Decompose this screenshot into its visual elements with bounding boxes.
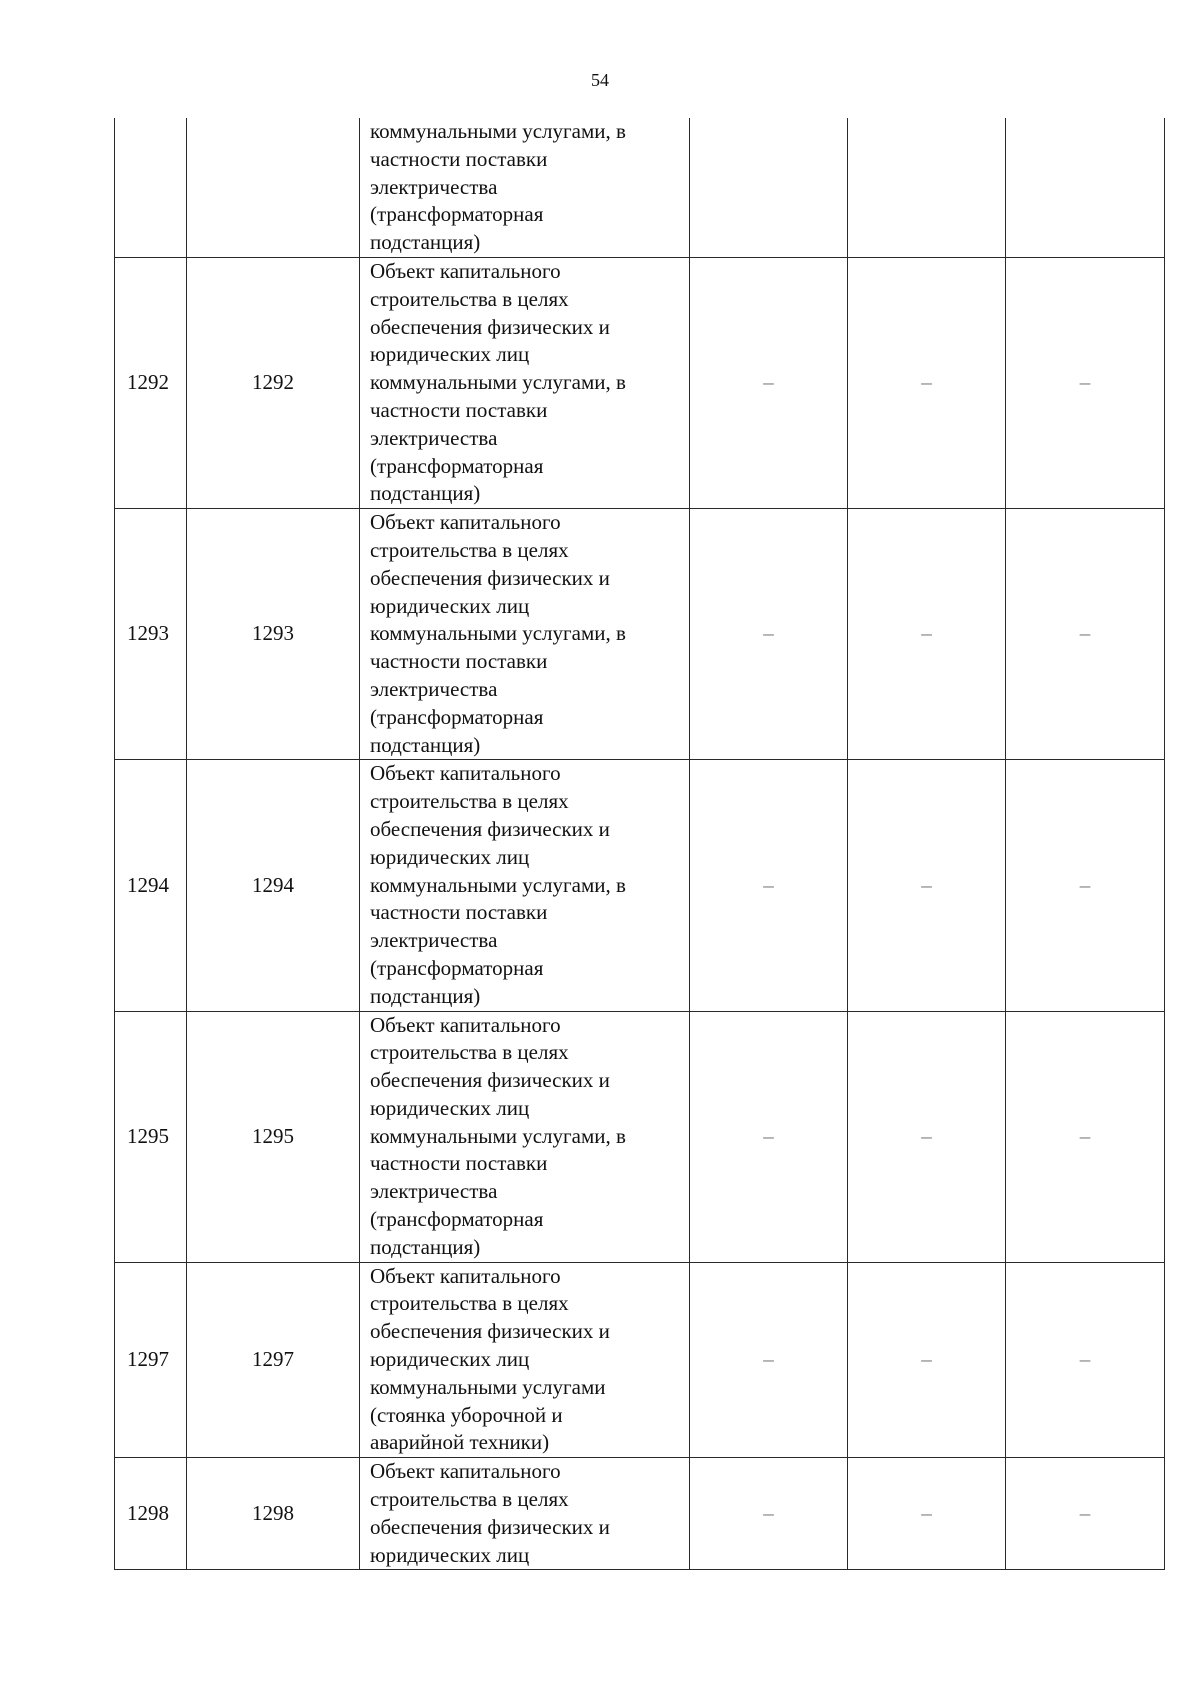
description-line: обеспечения физических и	[370, 816, 610, 841]
row-number-secondary-cell	[187, 118, 360, 257]
column-4-cell: –	[690, 760, 848, 1011]
description-line: подстанция)	[370, 230, 481, 255]
column-5-cell: –	[848, 1262, 1006, 1458]
description-line: обеспечения физических и	[370, 1514, 610, 1539]
description-line: подстанция)	[370, 983, 481, 1008]
row-number-cell	[115, 118, 187, 257]
description-line: обеспечения физических и	[370, 314, 610, 339]
description-line: строительства в целях	[370, 1040, 569, 1065]
description-line: (трансформаторная	[370, 453, 544, 478]
row-number-secondary-cell: 1297	[187, 1262, 360, 1458]
object-description-cell	[360, 1458, 690, 1570]
column-6-cell: –	[1006, 1011, 1165, 1262]
description-line: коммунальными услугами, в	[370, 872, 626, 897]
table-row	[115, 1458, 1165, 1570]
column-5-cell: –	[848, 1458, 1006, 1570]
column-4-cell: –	[690, 257, 848, 508]
description-line: (трансформаторная	[370, 202, 544, 227]
description-line: частности поставки	[370, 649, 548, 674]
table-body	[115, 118, 1165, 1570]
description-line: Объект капитального	[370, 1012, 561, 1037]
column-4-cell: –	[690, 509, 848, 760]
column-4-cell: –	[690, 1262, 848, 1458]
row-number-cell: 1292	[115, 257, 187, 508]
row-number-secondary-cell: 1294	[187, 760, 360, 1011]
row-number-secondary-cell: 1298	[187, 1458, 360, 1570]
description-line: коммунальными услугами, в	[370, 119, 626, 143]
description-line: строительства в целях	[370, 537, 569, 562]
column-6-cell	[1006, 118, 1165, 257]
row-number-cell: 1294	[115, 760, 187, 1011]
column-6-cell: –	[1006, 509, 1165, 760]
table-row	[115, 118, 1165, 257]
row-number-cell: 1295	[115, 1011, 187, 1262]
description-line: юридических лиц	[370, 342, 530, 367]
description-line: Объект капитального	[370, 1459, 561, 1484]
description-line: частности поставки	[370, 900, 548, 925]
column-6-cell: –	[1006, 1262, 1165, 1458]
column-6-cell: –	[1006, 257, 1165, 508]
description-line: юридических лиц	[370, 1542, 530, 1567]
row-number-cell: 1297	[115, 1262, 187, 1458]
description-line: подстанция)	[370, 732, 481, 757]
description-line: обеспечения физических и	[370, 1068, 610, 1093]
column-4-cell	[690, 118, 848, 257]
object-description-cell	[360, 1262, 690, 1458]
column-5-cell: –	[848, 760, 1006, 1011]
column-6-cell: –	[1006, 760, 1165, 1011]
row-number-secondary-cell: 1292	[187, 257, 360, 508]
description-line: коммунальными услугами, в	[370, 1123, 626, 1148]
description-line: юридических лиц	[370, 844, 530, 869]
object-description-cell	[360, 257, 690, 508]
object-description-cell	[360, 118, 690, 257]
description-line: строительства в целях	[370, 1291, 569, 1316]
description-line: (трансформаторная	[370, 704, 544, 729]
description-line: обеспечения физических и	[370, 1319, 610, 1344]
table-row	[115, 760, 1165, 1011]
description-line: строительства в целях	[370, 789, 569, 814]
table-row	[115, 1262, 1165, 1458]
description-line: коммунальными услугами, в	[370, 370, 626, 395]
description-line: аварийной техники)	[370, 1430, 550, 1455]
column-4-cell: –	[690, 1011, 848, 1262]
table-row	[115, 1011, 1165, 1262]
row-number-secondary-cell: 1295	[187, 1011, 360, 1262]
description-line: (трансформаторная	[370, 955, 544, 980]
page-number: 54	[591, 70, 609, 90]
row-number-secondary-cell: 1293	[187, 509, 360, 760]
column-5-cell: –	[848, 1011, 1006, 1262]
description-line: юридических лиц	[370, 1095, 530, 1120]
description-line: электричества	[370, 1179, 498, 1204]
column-5-cell: –	[848, 257, 1006, 508]
object-description-cell	[360, 509, 690, 760]
description-line: коммунальными услугами, в	[370, 621, 626, 646]
description-line: обеспечения физических и	[370, 565, 610, 590]
row-number-cell: 1293	[115, 509, 187, 760]
object-description-cell	[360, 1011, 690, 1262]
description-line: электричества	[370, 174, 498, 199]
description-line: электричества	[370, 425, 498, 450]
description-line: частности поставки	[370, 397, 548, 422]
description-line: юридических лиц	[370, 593, 530, 618]
column-6-cell: –	[1006, 1458, 1165, 1570]
description-line: Объект капитального	[370, 510, 561, 535]
description-line: электричества	[370, 928, 498, 953]
column-5-cell	[848, 118, 1006, 257]
description-line: Объект капитального	[370, 1263, 561, 1288]
description-line: подстанция)	[370, 1234, 481, 1259]
description-line: электричества	[370, 676, 498, 701]
description-line: строительства в целях	[370, 286, 569, 311]
table-row	[115, 257, 1165, 508]
description-line: (трансформаторная	[370, 1207, 544, 1232]
description-line: частности поставки	[370, 146, 548, 171]
column-5-cell: –	[848, 509, 1006, 760]
description-line: коммунальными услугами	[370, 1374, 606, 1399]
registry-table	[114, 118, 1165, 1570]
description-line: Объект капитального	[370, 761, 561, 786]
description-line: (стоянка уборочной и	[370, 1402, 563, 1427]
description-line: юридических лиц	[370, 1347, 530, 1372]
table-row	[115, 509, 1165, 760]
row-number-cell: 1298	[115, 1458, 187, 1570]
description-line: строительства в целях	[370, 1487, 569, 1512]
description-line: частности поставки	[370, 1151, 548, 1176]
description-line: подстанция)	[370, 481, 481, 506]
description-line: Объект капитального	[370, 258, 561, 283]
column-4-cell: –	[690, 1458, 848, 1570]
object-description-cell	[360, 760, 690, 1011]
